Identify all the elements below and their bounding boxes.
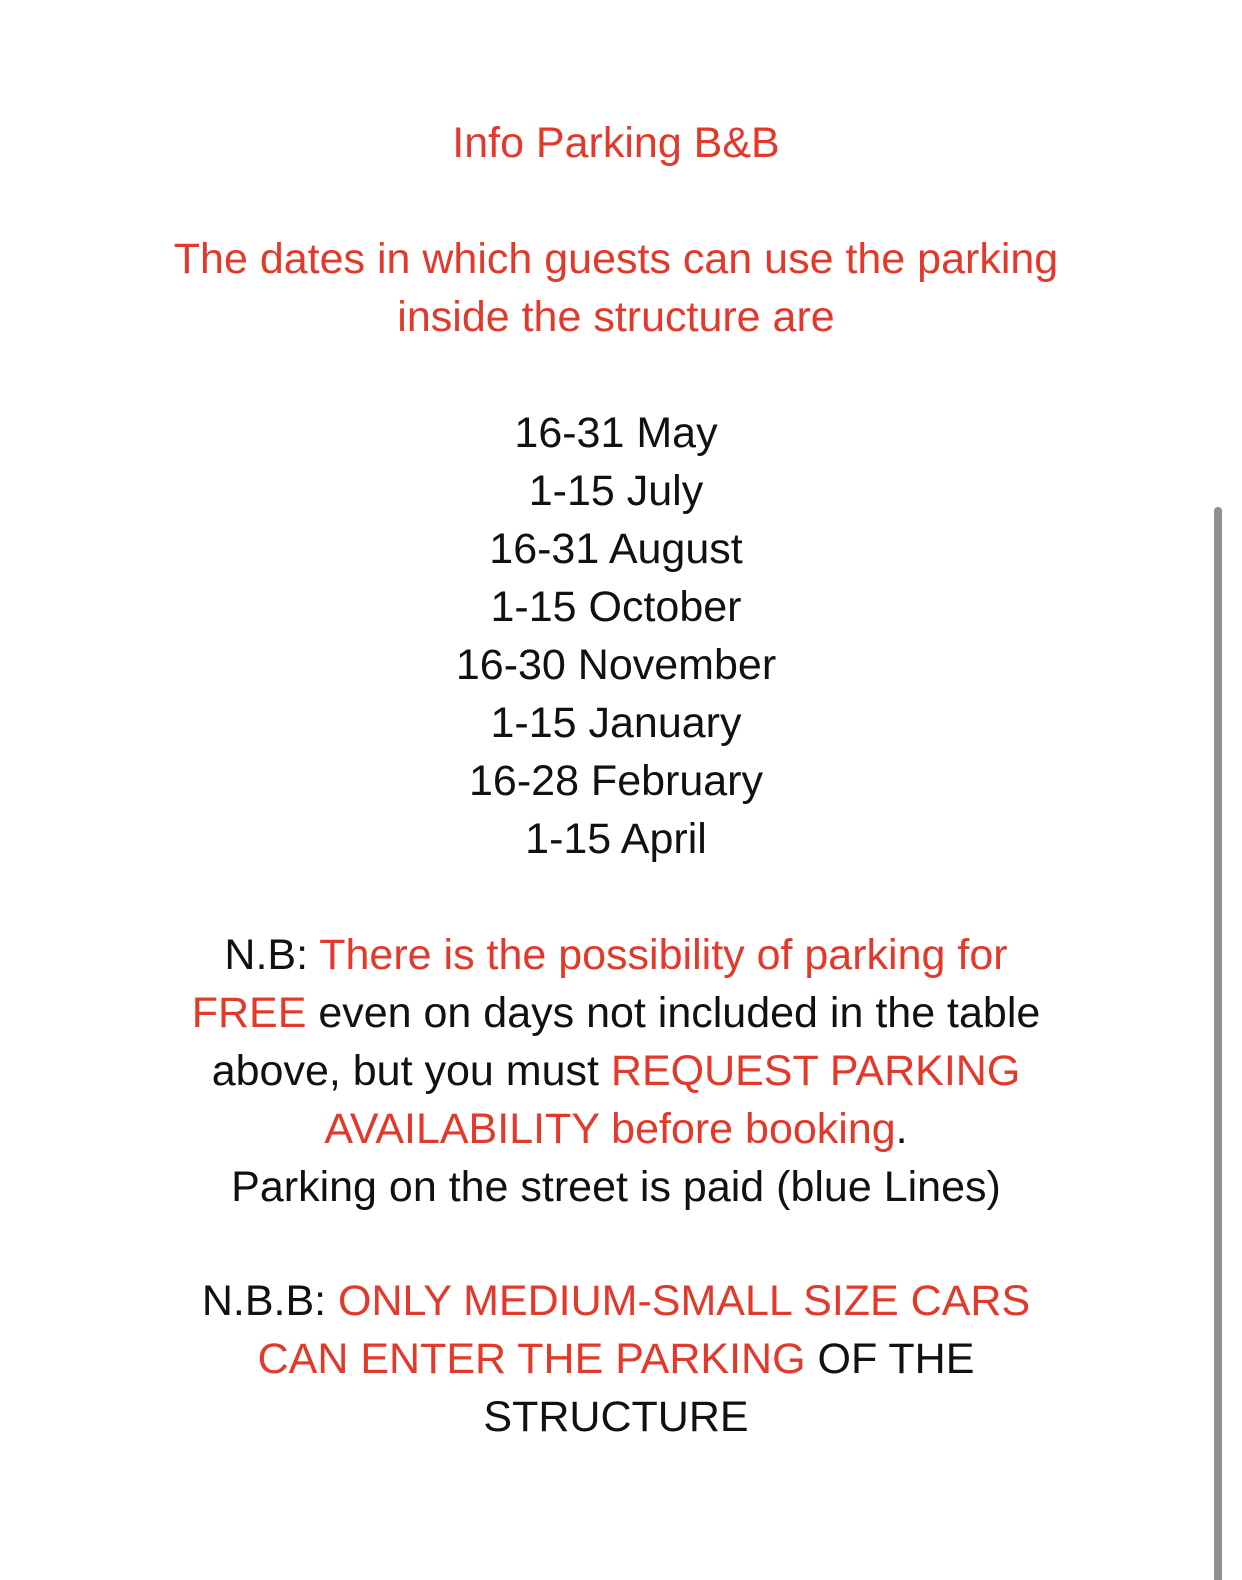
intro-line-2: inside the structure are: [397, 293, 835, 341]
nb-line-4: [40, 1100, 1192, 1158]
page-title: [40, 114, 1192, 172]
intro-line-1: The dates in which guests can use the parking: [173, 235, 1059, 283]
nb-line-1: [40, 926, 1192, 984]
nbb-line-2-black: OF THE: [805, 1335, 975, 1383]
nb-note: [40, 926, 1192, 1216]
date-item: 1-15 January: [490, 699, 742, 747]
vertical-scrollbar[interactable]: [1214, 507, 1222, 1580]
nb-line-3: [40, 1042, 1192, 1100]
date-item: 1-15 July: [528, 467, 704, 515]
date-item: 1-15 April: [525, 815, 707, 863]
nbb-line-1: [40, 1272, 1192, 1330]
intro-paragraph: [40, 230, 1192, 346]
nbb-note: [40, 1272, 1192, 1446]
title-text: Info Parking B&B: [452, 119, 780, 167]
nb-street-parking-line: Parking on the street is paid (blue Lines): [231, 1163, 1001, 1211]
nbb-line-3: STRUCTURE: [483, 1393, 749, 1441]
parking-dates-list: [40, 404, 1192, 868]
nb-line-2: [40, 984, 1192, 1042]
nbb-prefix: N.B.B:: [201, 1277, 339, 1325]
nb-line-4-period: .: [895, 1105, 908, 1153]
nb-line-2-black: even on days not included in the table: [306, 989, 1041, 1037]
nbb-line-2: [40, 1330, 1192, 1388]
date-item: 16-31 May: [514, 409, 718, 457]
nb-line-4-red: AVAILABILITY before booking: [324, 1105, 896, 1153]
nb-line-3-red: REQUEST PARKING: [610, 1047, 1021, 1095]
nb-prefix: N.B:: [224, 931, 320, 979]
date-item: 16-28 February: [469, 757, 763, 805]
nbb-line-1-red: ONLY MEDIUM-SMALL SIZE CARS: [338, 1277, 1031, 1325]
date-item: 16-30 November: [455, 641, 777, 689]
nb-line-1-red: There is the possibility of parking for: [319, 931, 1008, 979]
nb-free-text: FREE: [191, 989, 307, 1037]
date-item: 1-15 October: [490, 583, 742, 631]
nbb-line-2-red: CAN ENTER THE PARKING: [257, 1335, 806, 1383]
date-item: 16-31 August: [489, 525, 743, 573]
nb-line-3-black: above, but you must: [211, 1047, 611, 1095]
